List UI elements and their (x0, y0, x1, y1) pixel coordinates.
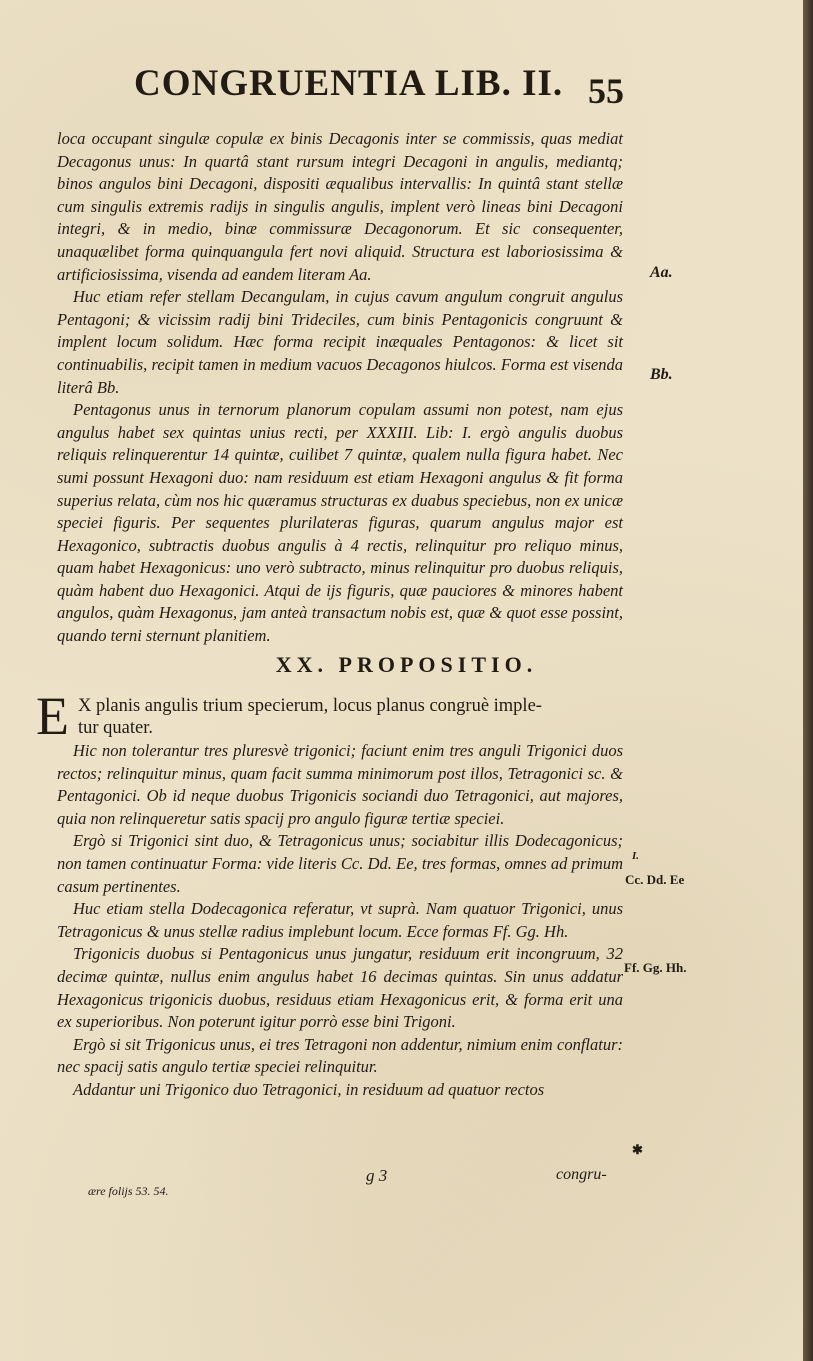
margin-note-numeral: I. (632, 850, 640, 862)
paragraph: Hic non tolerantur tres pluresvè trigonici; faciunt enim tres anguli Trigonici duos rectos; relinquitur minus, quam facit summa minimorum post illos, Tetragonici sc. & Pentagonici. Ob id neque duobus Trigonicis sociandi duo Tetragonici, aut majores, quia non relinqueretur satis spacij pro angulo figuræ tertiæ speciei. (57, 741, 623, 828)
paragraph: Trigonicis duobus si Pentagonicus unus jungatur, residuum erit incongruum, 32 decimæ quintæ, nullus enim angulus habet 16 decimas quintas. Sin unus addatur Hexagonicus trigonicis duobus, residuus etiam Hexagonicus erit, & forma erit una ex superioribus. Non poterunt igitur porrò esse bini Trigoni. (57, 944, 623, 1032)
text-block-lower (57, 740, 623, 1102)
margin-note-mark: ✱ (632, 1142, 643, 1157)
paragraph: loca occupant singulæ copulæ ex binis Decagonis inter se commissis, quas mediat Decagonus unus: In quartâ stant rursum integri Decagoni in angulis, mediantq; binos angulos bini Decagoni, dispositi æqualibus intervallis: In quintâ stant stellæ cum singulis extremis radijs in singulis angulis, implent verò lineas bini Decagoni integri, & in medio, binæ commissuræ Decagonorum. Et sic consequenter, unaquælibet forma quinquangula fert novi aliquid. Structura est laboriosissima & artificiosissima, visenda ad eandem literam Aa. (57, 129, 623, 284)
margin-note-ff: Ff. Gg. Hh. (624, 960, 687, 975)
page-number: 55 (588, 71, 624, 111)
enunciation-line: X planis angulis trium specierum, locus planus congruè imple- (78, 696, 542, 716)
catchword: congru- (556, 1166, 607, 1183)
paragraph: Ergò si Trigonici sint duo, & Tetragonicus unus; sociabitur illis Dodecagonicus; non tamen continuatur Forma: vide literis Cc. Dd. Ee, tres formas, omnes ad primum casum pertinentes. (57, 831, 623, 896)
proposition-title: XX. PROPOSITIO. (275, 652, 538, 677)
signature-mark: g 3 (366, 1166, 388, 1185)
margin-note-cc: Cc. Dd. Ee (625, 872, 685, 887)
paragraph: Huc etiam refer stellam Decangulam, in cujus cavum angulum congruit angulus Pentagoni; & vicissim radij bini Trideciles, cum binis Pentagonicis congruunt & implent locum solidum. Hæc forma recipit inæquales Pentagonos: & licet sit continuabilis, recipit tamen in medium vacuos Decagonos hiulcos. Forma est visenda literâ Bb. (57, 287, 623, 397)
paragraph: Ergò si sit Trigonicus unus, ei tres Tetragoni non addentur, nimium enim conflatur: nec spacij satis angulo tertiæ speciei relinquitur. (57, 1034, 623, 1077)
text-block-upper (57, 128, 623, 648)
drop-cap-initial: E (36, 686, 69, 746)
proposition-enunciation (36, 686, 626, 746)
paragraph: Huc etiam stella Dodecagonica referatur, vt suprà. Nam quatuor Trigonici, unus Tetragonicus & unus stellæ radius implebunt locum. Ecce formas Ff. Gg. Hh. (57, 899, 623, 941)
paragraph: Pentagonus unus in ternorum planorum copulam assumi non potest, nam ejus angulus habet sex quintas unius recti, per XXXIII. Lib: I. ergò angulis duobus reliquis relinquerentur 14 quintæ, cuilibet 7 quintæ, qualem nulla figura habet. Nec sumi possunt Hexagoni duo: nam residuum est etiam Hexagoni angulus & fit forma superius relata, cùm nos hic quæramus structuras ex duabus speciebus, non ex unicæ speciei figuris. Per sequentes plurilateras figuras, quarum angulus major est Hexagonico, subtractis duobus angulis à 4 rectis, relinquitur pro reliquo minus, quam habet Hexagonicus: uno verò subtracto, minus relinquitur pro duobus reliquis, quàm habent duo Hexagonici. Atqui de ijs figuris, quæ pauciores & minores habent angulos, quàm Hexagonus, jam anteà transactum nobis est, quæ & quot esse possint, quando terni sternunt planitiem. (57, 400, 623, 646)
paragraph: Addantur uni Trigonico duo Tetragonici, in residuum ad quatuor rectos (73, 1079, 545, 1099)
page-binding-edge (803, 0, 813, 1361)
margin-note-aa: Aa. (650, 264, 673, 281)
enunciation-line: tur quater. (78, 718, 154, 738)
footnote: ære folijs 53. 54. (88, 1184, 169, 1198)
running-head: CONGRUENTIA LIB. II. (134, 63, 564, 104)
margin-note-bb: Bb. (650, 366, 673, 383)
